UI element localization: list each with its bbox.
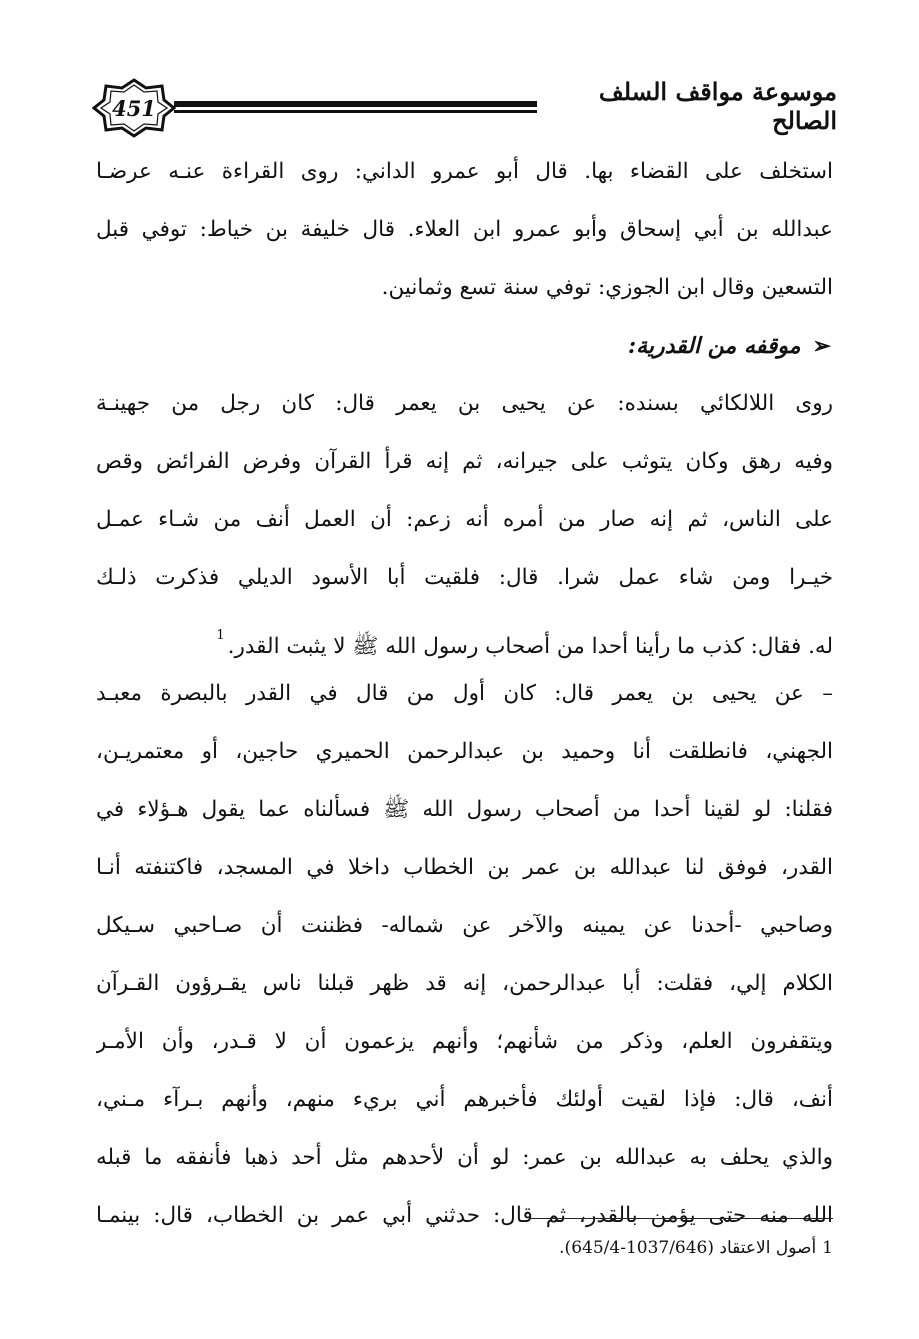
body-line: الكلام إلي، فقلت: أبا عبدالرحمن، إنه قد ظهر قبلنا ناس يقـرؤون القـرآن [96,971,833,996]
body-line: على الناس، ثم إنه صار من أمره أنه زعم: أن العمل أنف من شـاء عمـل [96,507,833,532]
book-title: موسوعة مواقف السلف الصالح [537,84,837,128]
page-number: 451 [112,95,156,121]
body-line: ويتقفرون العلم، وذكر من شأنهم؛ وأنهم يزعمون أن لا قـدر، وأن الأمـر [96,1029,833,1054]
body-line: روى اللالكائي بسنده: عن يحيى بن يعمر قال: كان رجل من جهينـة [96,391,833,416]
footnote [233,1228,833,1268]
body-line: وفيه رهق وكان يتوثب على جيرانه، ثم إنه قرأ القرآن وفرض الفرائض وقص [96,449,833,474]
body-line: أنف، قال: فإذا لقيت أولئك فأخبرهم أني بريء منهم، وأنهم بـرآء مـني، [96,1087,833,1112]
body-line: القدر، فوفق لنا عبدالله بن عمر بن الخطاب داخلا في المسجد، فاكتنفته أنـا [96,855,833,880]
body-line: خيـرا ومن شاء عمل شرا. قال: فلقيت أبا الأسود الديلي فذكرت ذلـك [96,565,833,590]
section-heading [96,317,833,375]
footnote-reference[interactable]: 1 [216,628,225,643]
body-line: والذي يحلف به عبدالله بن عمر: لو أن لأحدهم مثل أحد ذهبا فأنفقه ما قبله [96,1145,833,1170]
body-line: – عن يحيى بن يعمر قال: كان أول من قال في القدر بالبصرة معبـد [96,681,833,706]
body-line: عبدالله بن أبي إسحاق وأبو عمرو ابن العلاء. قال خليفة بن خياط: توفي قبل [96,217,833,242]
body-line: الله منه حتى يؤمن بالقدر، ثم قال: حدثني أبي عمر بن الخطاب، قال: بينمـا [96,1203,833,1228]
body-line-text: له. فقال: كذب ما رأينا أحدا من أصحاب رسول الله ﷺ لا يثبت القدر. [227,634,833,659]
footnote-text: أصول الاعتقاد (1037/646-645/4). [559,1238,817,1258]
body-line: التسعين وقال ابن الجوزي: توفي سنة تسع وثمانين. [381,275,833,300]
body-line: الجهني، فانطلقت أنا وحميد بن عبدالرحمن الحميري حاجين، أو معتمريـن، [96,739,833,764]
body-line: وصاحبي -أحدنا عن يمينه والآخر عن شماله- فظننت أن صـاحبي سـيكل [96,913,833,938]
body-line: استخلف على القضاء بها. قال أبو عمرو الداني: روى القراءة عنـه عرضـا [96,159,833,184]
body-line: فقلنا: لو لقينا أحدا من أصحاب رسول الله ﷺ فسألناه عما يقول هـؤلاء في [96,797,833,822]
footnote-number: 1 [822,1238,833,1258]
footnote-separator [530,1218,833,1219]
page-body [96,143,833,1245]
body-line [96,607,833,665]
page-header [92,78,837,138]
section-heading-text: موقفه من القدرية: [627,333,801,359]
arrow-bullet-icon: ➢ [812,333,831,359]
